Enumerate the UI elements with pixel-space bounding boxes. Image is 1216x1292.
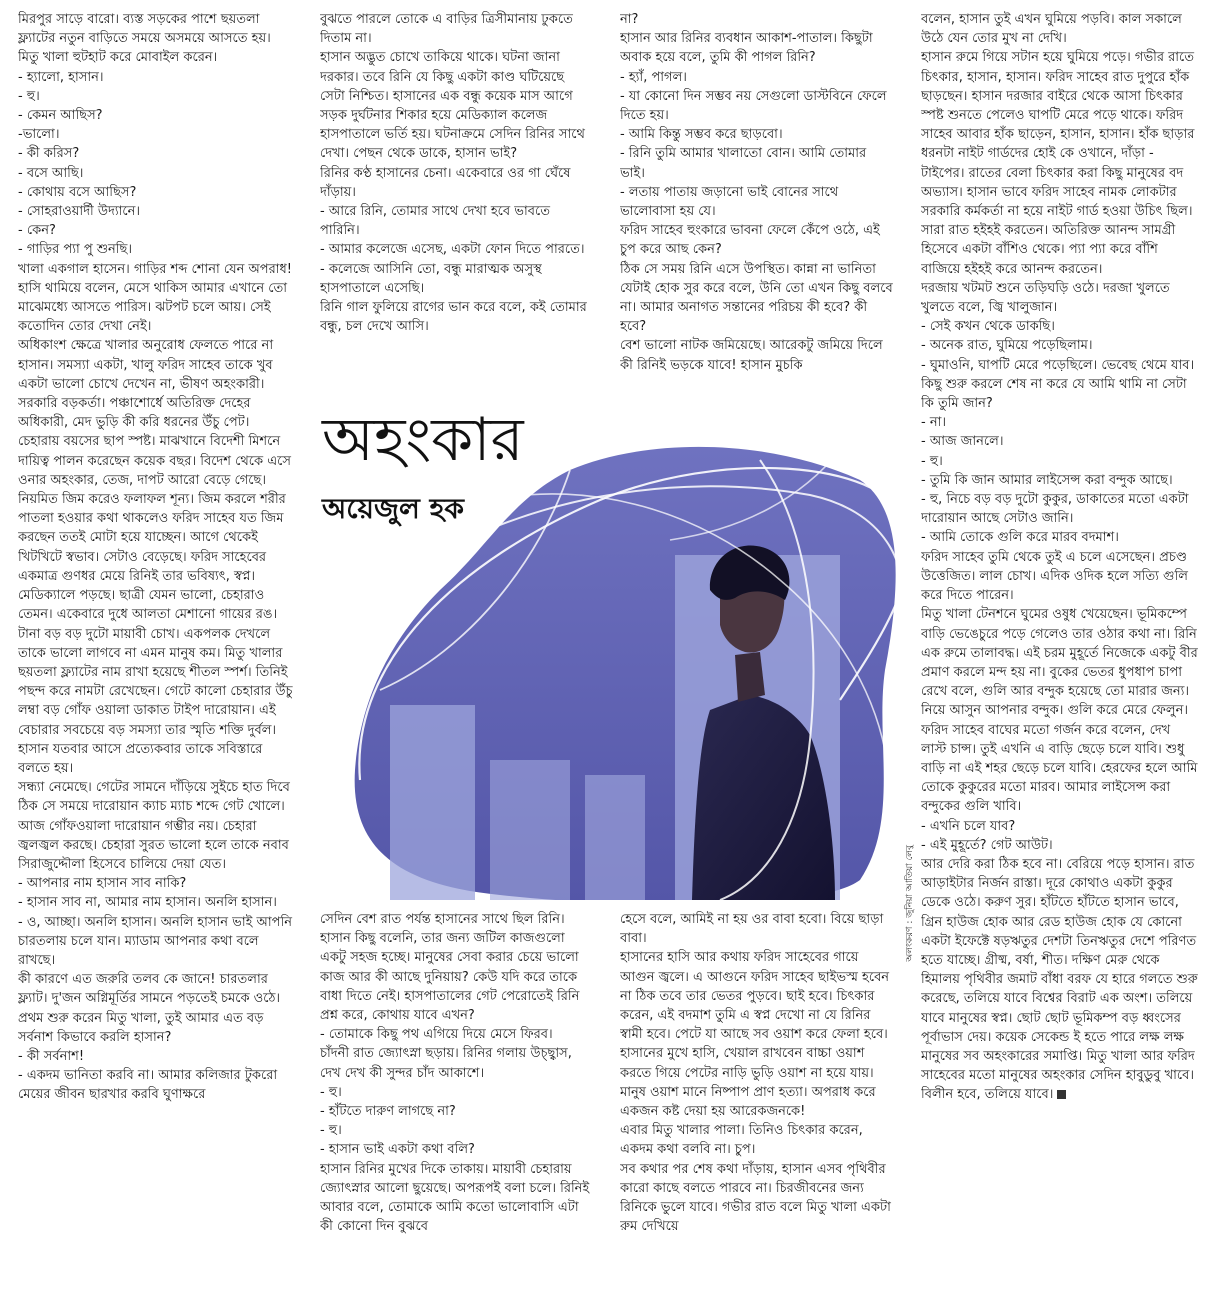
paragraph: - তুমি কি জান আমার লাইসেন্স করা বন্দুক আছে।	[921, 472, 1173, 488]
paragraph: - কী সর্বনাশ!	[18, 1048, 85, 1064]
building-left	[390, 705, 475, 900]
paragraph: না?	[620, 12, 639, 27]
paragraph: হাসানের মুখে হাসি, খেয়াল রাখবেন বাচ্চা ওয়াশ করতে গিয়ে পেটের নাড়ি ভুড়ি ওয়াশ না হয়ে যায়। মানুষ ওয়াশ মানে নিষ্পাপ প্রাণ হত্যা। অপরাধ করে একজন কষ্ট দেয়া হয় আরেকজনকে!	[620, 1046, 876, 1120]
paragraph: - না।	[921, 415, 947, 431]
paragraph: - কেমন আছিস?	[18, 108, 103, 124]
paragraph: হাসান আর রিনির ব্যবধান আকাশ-পাতাল। কিছুটা অবাক হয়ে বলে, তুমি কী পাগল রিনি?	[620, 31, 873, 66]
paragraph: মিতু খালা টেনশনে ঘুমের ওষুধ খেয়েছেন। ভূমিকম্পে বাড়ি ভেঙেচুরে পড়ে গেলেও তার ওঠার কথা না। রিনি এক রুমে তালাবদ্ধ। এই চরম মুহূর্তে নিজেকে একটু বীর প্রমাণ করলে মন্দ হয় না। বুকের ভেতর ধুপধাপ চাপা রেখে বলে, গুলি আর বন্দুক হয়েছে তো মারার জন্য। নিয়ে আসুন আপনার বন্দুক। গুলি করে মেরে ফেলুন।	[921, 607, 1198, 719]
paragraph: - কলেজে আসিনি তো, বন্ধু মারাত্মক অসুস্থ হাসপাতালে এসেছি।	[320, 261, 542, 296]
paragraph: ফরিদ সাহেব হুংকারে ভাবনা ফেলে কেঁপে ওঠে, এই চুপ করে আছ কেন?	[620, 223, 880, 258]
paragraph: - ঘুমাওনি, ঘাপটি মেরে পড়েছিলে। ভেবেছ থেমে যাব। কিছু শুরু করলে শেষ না করে যে আমি থামি না সেটা কি তুমি জান?	[921, 357, 1195, 412]
paragraph: - আরে রিনি, তোমার সাথে দেখা হবে ভাবতে পারিনি।	[320, 204, 550, 239]
paragraph: অধিকাংশ ক্ষেত্রে খালার অনুরোধ ফেলতে পারে না হাসান। সমস্যা একটা, খালু ফরিদ সাহেব তাকে খুব একটা ভালো চোখে দেখেন না, ভীষণ অহংকারী। সরকারি বড়কর্তা। পঞ্চাশোর্ধে অতিরিক্ত দেহের অধিকারী, মেদ ভুড়ি কী করি ধরনের উঁচু পেট। চেহারায় বয়সের ছাপ স্পষ্ট। মাঝখানে বিদেশী মিশনে দায়িত্ব পালন করেছেন কয়েক বছর। বিদেশ থেকে এসে ওনার অহংকার, তেজ, দাপট আরো বেড়ে গেছে। নিয়মিত জিম করেও ফলাফল শূন্য। জিম করলে শরীর পাতলা হওয়ার কথা থাকলেও ফরিদ সাহেব যত জিম করছেন ততই মোটা হয়ে যাচ্ছেন। আগে থেকেই খিটখিটে স্বভাব। সেটাও বেড়েছে। ফরিদ সাহেবের একমাত্র গুণধর মেয়ে রিনিই তার ভবিষ্যৎ, স্বপ্ন। মেডিক্যালে পড়ছে। ছাত্রী যেমন ভালো, চেহারাও তেমন। একেবারে দুধে আলতা মেশানো গায়ের রঙ। টানা বড় বড় দুটো মায়াবী চোখ। একপলক দেখলে তাকে ভালো লাগবে না এমন মানুষ কম। মিতু খালার ছয়তলা ফ্ল্যাটের নাম রাখা হয়েছে শীতল স্পর্শ। তিনিই পছন্দ করে নামটা রেখেছেন। গেটে কালো চেহারার উঁচু লম্বা বড় গোঁফ ওয়ালা ডাকাত টাইপ দারোয়ান। এই বেচারার সবচেয়ে বড় সমস্যা তার স্মৃতি শক্তি দুর্বল। হাসান যতবার আসে প্রত্যেকবার তাকে সবিস্তারে বলতে হয়।	[18, 338, 293, 776]
story-column-2-top	[320, 10, 590, 372]
paragraph: হাসান অদ্ভুত চোখে তাকিয়ে থাকে। ঘটনা জানা দরকার। তবে রিনি যে কিছু একটা কাণ্ড ঘটিয়েছে সেটা নিশ্চিত। হাসানের এক বন্ধু কয়েক মাস আগে সড়ক দুর্ঘটনার শিকার হয়ে মেডিক্যাল কলেজ হাসপাতালে ভর্তি হয়। ঘটনাক্রমে সেদিন রিনির সাথে দেখা। পেছন থেকে ডাকে, হাসান ভাই?	[320, 50, 585, 162]
paragraph: খালা একগাল হাসেন। গাড়ির শব্দ শোনা যেন অপরাধ! হাসি থামিয়ে বলেন, মেসে থাকিস আমার এখানে তো মাঝেমধ্যে আসতে পারিস। ঝটপট চলে আয়। সেই কতোদিন তোর দেখা নেই।	[18, 261, 293, 335]
paragraph: - হাঁটতে দারুণ লাগছে না?	[320, 1104, 456, 1120]
paragraph: - যা কোনো দিন সম্ভব নয় সেগুলো ডাস্টবিনে ফেলে দিতে হয়।	[620, 88, 887, 124]
paragraph: - কোথায় বসে আছিস?	[18, 184, 137, 200]
paragraph: দরজায় খটমট শুনে তড়িঘড়ি ওঠে। দরজা খুলতে খুলতে বলে, জ্বি খালুজান।	[921, 280, 1170, 316]
paragraph: বুঝতে পারলে তোকে এ বাড়ির ত্রিসীমানায় ঢুকতে দিতাম না।	[320, 12, 573, 47]
paragraph: - তোমাকে কিছু পথ এগিয়ে দিয়ে মেসে ফিরব।	[320, 1027, 553, 1043]
paragraph: এবার মিতু খালার পালা। তিনিও চিৎকার করেন, একদম কথা বলবি না। চুপ।	[620, 1123, 863, 1158]
paragraph: হেসে বলে, আমিই না হয় ওর বাবা হবো। বিয়ে ছাড়া বাবা।	[620, 912, 884, 947]
paragraph: - সেই কখন থেকে ডাকছি।	[921, 319, 1055, 335]
illustration-credit: অলংকরণ : জুনিয়া আতিয়া লেবু	[905, 845, 915, 962]
paragraph: - ও, আচ্ছা। অনলি হাসান। অনলি হাসান ভাই আপনি চারতলায় চলে যান। ম্যাডাম আপনার কথা বলে রাখছে।	[18, 914, 292, 968]
paragraph: ফরিদ সাহেব তুমি থেকে তুই এ চলে এসেছেন। প্রচণ্ড উত্তেজিত। লাল চোখ। এদিক ওদিক হলে সত্যি গুলি করে দিতে পারেন।	[921, 549, 1188, 604]
paragraph: বলেন, হাসান তুই এখন ঘুমিয়ে পড়বি। কাল সকালে উঠে যেন তোর মুখ না দেখি।	[921, 12, 1182, 47]
paragraph: হাসানের হাসি আর কথায় ফরিদ সাহেবের গায়ে আগুন জ্বলে। এ আগুনে ফরিদ সাহেব ছাইভস্ম হবেন না ঠিক তবে তার ভেতর পুড়বে। ছাই হবে। চিৎকার করেন, এই বদমাশ তুমি এ স্বপ্ন দেখো না যে রিনির স্বামী হবে। পেটে যা আছে সব ওয়াশ করে ফেলা হবে।	[620, 950, 890, 1043]
paragraph: - এখনি চলে যাব?	[921, 818, 1016, 834]
paragraph: রিনির কণ্ঠ হাসানের চেনা। একেবারে ওর গা ঘেঁষে দাঁড়ায়।	[320, 165, 571, 200]
paragraph: - বসে আছি।	[18, 165, 84, 181]
story-column-3-bottom	[620, 910, 895, 1282]
paragraph: হাসান রিনির মুখের দিকে তাকায়। মায়াবী চেহারায় জ্যোৎস্নার আলো ছুয়েছে। অপরূপই বলা চলে। রিনিই আবার বলে, তোমাকে আমি কতো ভালোবাসি এটা কী কোনো দিন বুঝবে	[320, 1161, 590, 1235]
paragraph: - গাড়ির প্যা পু শুনছি।	[18, 242, 133, 258]
paragraph: হাসান রুমে গিয়ে সটান হয়ে ঘুমিয়ে পড়ে। গভীর রাতে চিৎকার, হাসান, হাসান। ফরিদ সাহেব রাত দুপুরে হাঁক ছাড়ছেন। হাসান দরজার বাইরে থেকে আসা চিৎকার স্পষ্ট শুনতে পেলেও ঘাপটি মেরে পড়ে থাকে। ফরিদ সাহেব আবার হাঁক ছাড়েন, হাসান, হাসান। হাঁক ছাড়ার ধরনটা নাইট গার্ডদের হোই কে ওখানে, দাঁড়া - টাইপের। রাতের বেলা চিৎকার করা কিছু মানুষের বদ অভ্যাস। হাসান ভাবে ফরিদ সাহেব নামক লোকটার সরকারি কর্মকর্তা না হয়ে নাইট গার্ড হওয়া উচিৎ ছিল। সারা রাত হইহই করতেন। অতিরিক্ত আনন্দ সামগ্রী হিসেবে একটা বাঁশিও থেকে। প্যা প্যা করে বাঁশি বাজিয়ে হইহই করে আনন্দ করতেন।	[921, 50, 1195, 277]
paragraph: - হু।	[320, 1123, 342, 1139]
paragraph: - অনেক রাত, ঘুমিয়ে পড়েছিলাম।	[921, 338, 1093, 354]
paragraph: কী কারণে এত জরুরি তলব কে জানে! চারতলার ফ্ল্যাট। দু'জন অগ্নিমূর্তির সামনে পড়তেই চমকে ওঠে। প্রথম শুরু করেন মিতু খালা, তুই আমার এত বড় সর্বনাশ কিভাবে করলি হাসান?	[18, 972, 281, 1045]
paragraph: - হু।	[18, 88, 40, 104]
paragraph: বেশ ভালো নাটক জমিয়েছে। আরেকটু জমিয়ে দিলে কী রিনিই ভড়কে যাবে! হাসান মুচকি	[620, 338, 883, 372]
paragraph: - আপনার নাম হাসান সাব নাকি?	[18, 876, 187, 892]
story-column-2-bottom	[320, 910, 590, 1282]
paragraph: - সোহরাওয়ার্দী উদ্যানে।	[18, 204, 141, 220]
building-small	[585, 775, 645, 900]
paragraph: - লতায় পাতায় জড়ানো ভাই বোনের সাথে ভালোবাসা হয় যে।	[620, 184, 839, 220]
paragraph: - কেন?	[18, 223, 56, 239]
end-mark	[1057, 1090, 1066, 1099]
paragraph: চাঁদনী রাত জ্যোৎস্না ছড়ায়। রিনির গলায় উচ্ছ্বাস, দেখ দেখ কী সুন্দর চাঁদ আকাশে।	[320, 1046, 572, 1081]
paragraph: - হ্যাঁ, পাগল।	[620, 69, 687, 85]
paragraph: - হু।	[320, 1084, 342, 1100]
story-column-1	[18, 10, 293, 1282]
paragraph: মিরপুর সাড়ে বারো। ব্যস্ত সড়কের পাশে ছয়তলা ফ্ল্যাটের নতুন বাড়িতে সময়ে অসময়ে আসতে হয়। মিতু খালা হুটহাট করে মোবাইল করেন।	[18, 12, 271, 66]
paragraph: - রিনি তুমি আমার খালাতো বোন। আমি তোমার ভাই।	[620, 146, 867, 181]
paragraph: রিনি গাল ফুলিয়ে রাগের ভান করে বলে, কই তোমার বন্ধু, চল দেখে আসি।	[320, 300, 587, 335]
author-name: অয়েজুল হক	[322, 492, 464, 525]
paragraph: - কী করিস?	[18, 146, 80, 162]
title-block	[322, 405, 582, 534]
paragraph: - হু, নিচে বড় বড় দুটো কুকুর, ডাকাতের মতো একটা দারোয়ান আছে সেটাও জানি।	[921, 492, 1189, 527]
paragraph: - আমার কলেজে এসেছ, একটা ফোন দিতে পারতে।	[320, 242, 585, 258]
paragraph: -ভালো।	[18, 127, 60, 143]
paragraph: - হাসান সাব না, আমার নাম হাসান। অনলি হাসান।	[18, 895, 277, 911]
paragraph: - একদম ভানিতা করবি না। আমার কলিজার টুকরো মেয়ের জীবন ছারখার করবি ঘুণাক্ষরে	[18, 1068, 278, 1103]
paragraph: - হাসান ভাই একটা কথা বলি?	[320, 1142, 475, 1158]
paragraph: - হু।	[921, 453, 943, 469]
paragraph: ফরিদ সাহেব বাঘের মতো গর্জন করে বলেন, দেখ লাস্ট চান্স। তুই এখনি এ বাড়ি ছেড়ে চলে যাবি। শুধু বাড়ি না এই শহর ছেড়ে চলে যাবি। হেরফের হলে আমি তোকে কুকুরের মতো মারব। আমার লাইসেন্স করা বন্দুকের গুলি খাবি।	[921, 722, 1198, 815]
paragraph: - আমি তোকে গুলি করে মারব বদমাশ।	[921, 530, 1119, 546]
story-title: অহংকার	[322, 405, 524, 475]
paragraph: সন্ধ্যা নেমেছে। গেটের সামনে দাঁড়িয়ে সুইচে হাত দিবে ঠিক সে সময়ে দারোয়ান ক্যাচ ম্যাচ শব্দে গেট খোলে। আজ গোঁফওয়ালা দারোয়ান গম্ভীর নয়। চেহারা জ্বলজ্বল করছে। চেহারা সুরত ভালো হলে তাকে নবাব সিরাজুদ্দৌলা হিসেবে চালিয়ে দেয়া যেত।	[18, 780, 290, 872]
paragraph: - এই মুহূর্তে? গেট আউট।	[921, 837, 1053, 853]
story-column-3-top	[620, 10, 895, 372]
paragraph: আর দেরি করা ঠিক হবে না। বেরিয়ে পড়ে হাসান। রাত আড়াইটার নির্জন রাস্তা। দূরে কোথাও একটা কুকুর ডেকে ওঠে। করুণ সুর। হাঁটতে হাঁটতে হাসান ভাবে, গ্রিন হাউজ হোক আর রেড হাউজ হোক যে কোনো একটা ইফেক্টে ষড়ঋতুর দেশটা তিনঋতুর দেশে পরিণত হতে যাচ্ছে। গ্রীষ্ম, বর্ষা, শীত। দক্ষিণ মেরু থেকে হিমালয় পৃথিবীর জমাট বাঁধা বরফ যে হারে গলতে শুরু করেছে, তলিয়ে যাবে বিশ্বের বিরাট এক অংশ। তলিয়ে যাবে মানুষের স্বপ্ন। ছোট ছোট ভূমিকম্প বড় ধ্বংসের পূর্বাভাস দেয়। কয়েক সেকেন্ড ই হতে পারে লক্ষ লক্ষ মানুষের সব অহংকারের সমাপ্তি। মিতু খালা আর ফরিদ সাহেবের মতো মানুষের অহংকার সেদিন হাবুডুবু খাবে। বিলীন হবে, তলিয়ে যাবে।	[921, 856, 1198, 1103]
paragraph: - হ্যালো, হাসান।	[18, 69, 104, 85]
paragraph: - আজ জানলে।	[921, 434, 1004, 450]
story-column-4	[921, 10, 1199, 1282]
paragraph: সব কথার পর শেষ কথা দাঁড়ায়, হাসান এসব পৃথিবীর কারো কাছে বলতে পারবে না। চিরজীবনের জন্য রিনিকে ভুলে যাবে। গভীর রাত বলে মিতু খালা একটা রুম দেখিয়ে	[620, 1161, 891, 1235]
building-center	[490, 760, 570, 900]
paragraph: - আমি কিন্তু সম্ভব করে ছাড়বো।	[620, 127, 783, 143]
paragraph: সেদিন বেশ রাত পর্যন্ত হাসানের সাথে ছিল রিনি। হাসান কিছু বলেনি, তার জন্য জটিল কাজগুলো একটু সহজ হচ্ছে। মানুষের সেবা করার চেয়ে ভালো কাজ আর কী আছে দুনিয়ায়? কেউ যদি করে তাকে বাধা দিতে নেই। হাসপাতালের গেট পেরোতেই রিনি প্রশ্ন করে, কোথায় যাবে এখন?	[320, 912, 580, 1024]
paragraph: ঠিক সে সময় রিনি এসে উপস্থিত। কান্না না ভানিতা যেটাই হোক সুর করে বলে, উনি তো এখন কিছু বলবে না। আমার অনাগত সন্তানের পরিচয় কী হবে? কী হবে?	[620, 261, 893, 335]
